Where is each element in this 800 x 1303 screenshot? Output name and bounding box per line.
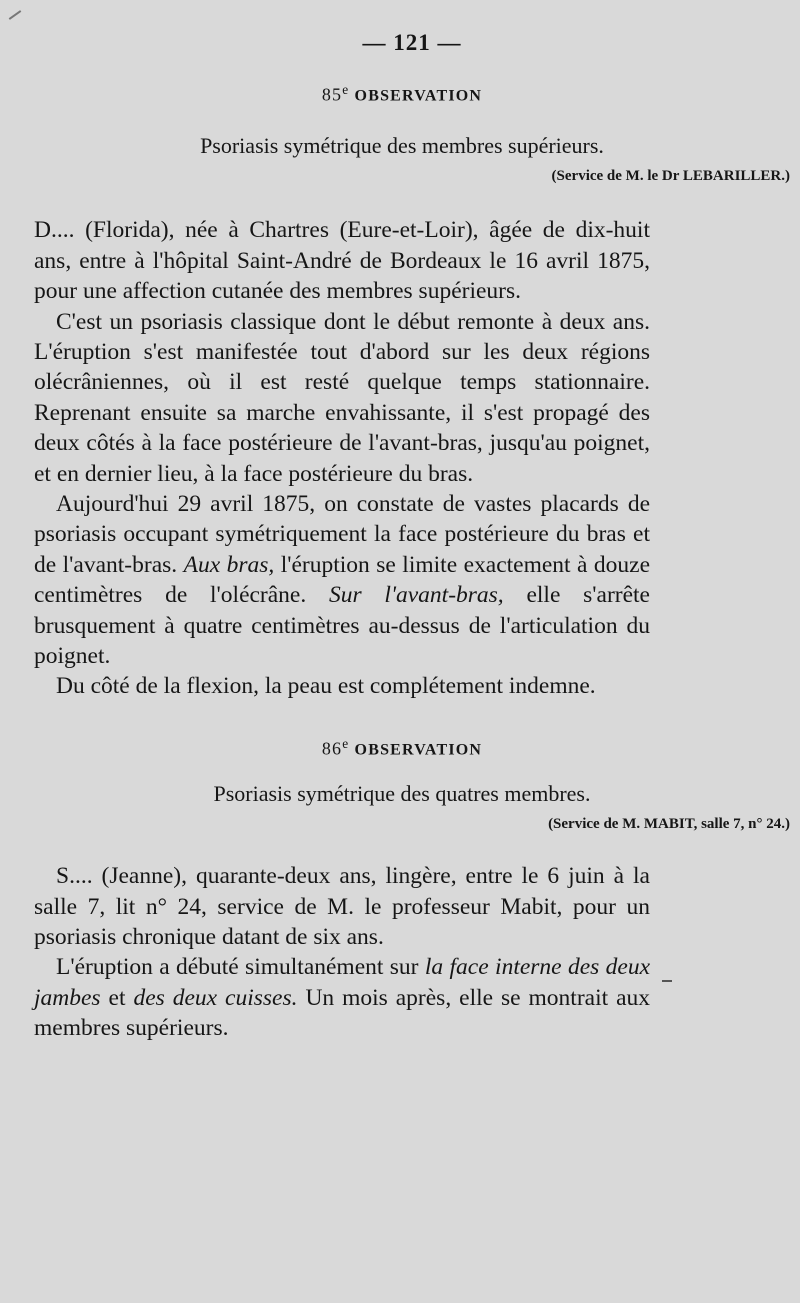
observation-title: Psoriasis symétrique des membres supérieurs. bbox=[200, 133, 604, 159]
observation-86 bbox=[34, 735, 790, 1044]
margin-mark bbox=[9, 10, 22, 20]
observation-heading: 85e OBSERVATION bbox=[321, 82, 483, 105]
paragraph: Aujourd'hui 29 avril 1875, on constate de vastes placards de psoriasis occupant symétriquement la face postérieure du bras et de l'avant-bras. Aux bras, l'éruption se limite exactement à douze centimètres de l'olécrâne. Sur l'avant-bras, elle s'arrête brusquement à quatre centimètres au-dessus de l'articulation du poignet. bbox=[34, 490, 651, 670]
page-number: — 121 — bbox=[362, 30, 462, 55]
service-note: (Service de M. MABIT, salle 7, n° 24.) bbox=[548, 816, 790, 833]
paragraph: Du côté de la flexion, la peau est complétement indemne. bbox=[56, 673, 596, 700]
paragraph: C'est un psoriasis classique dont le début remonte à deux ans. L'éruption s'est manifestée tout d'abord sur les deux régions olécrâniennes, où il est resté quelque temps stationnaire. Reprenant ensuite sa marche envahissante, il s'est propagé des deux côtés à la face postérieure de l'avant-bras, jusqu'au poignet, et en dernier lieu, à la face postérieure du bras. bbox=[34, 308, 650, 487]
paragraph: D.... (Florida), née à Chartres (Eure-et-Loir), âgée de dix-huit ans, entre à l'hôpital Saint-André de Bordeaux le 16 avril 1875, pour une affection cutanée des membres supérieurs. bbox=[34, 217, 650, 305]
service-note: (Service de M. le Dr LEBARILLER.) bbox=[551, 168, 790, 185]
observation-heading: 86e OBSERVATION bbox=[321, 735, 483, 759]
observation-title: Psoriasis symétrique des quatres membres. bbox=[213, 781, 591, 807]
paragraph: L'éruption a débuté simultanément sur la face interne des deux jambes et des deux cuisses. Un mois après, elle se montrait aux membres supérieurs. bbox=[34, 954, 651, 1042]
margin-mark bbox=[662, 980, 672, 982]
paragraph: S.... (Jeanne), quarante-deux ans, lingère, entre le 6 juin à la salle 7, lit n° 24, service de M. le professeur Mabit, pour un psoriasis chronique datant de six ans. bbox=[34, 863, 650, 950]
observation-85 bbox=[34, 82, 790, 702]
